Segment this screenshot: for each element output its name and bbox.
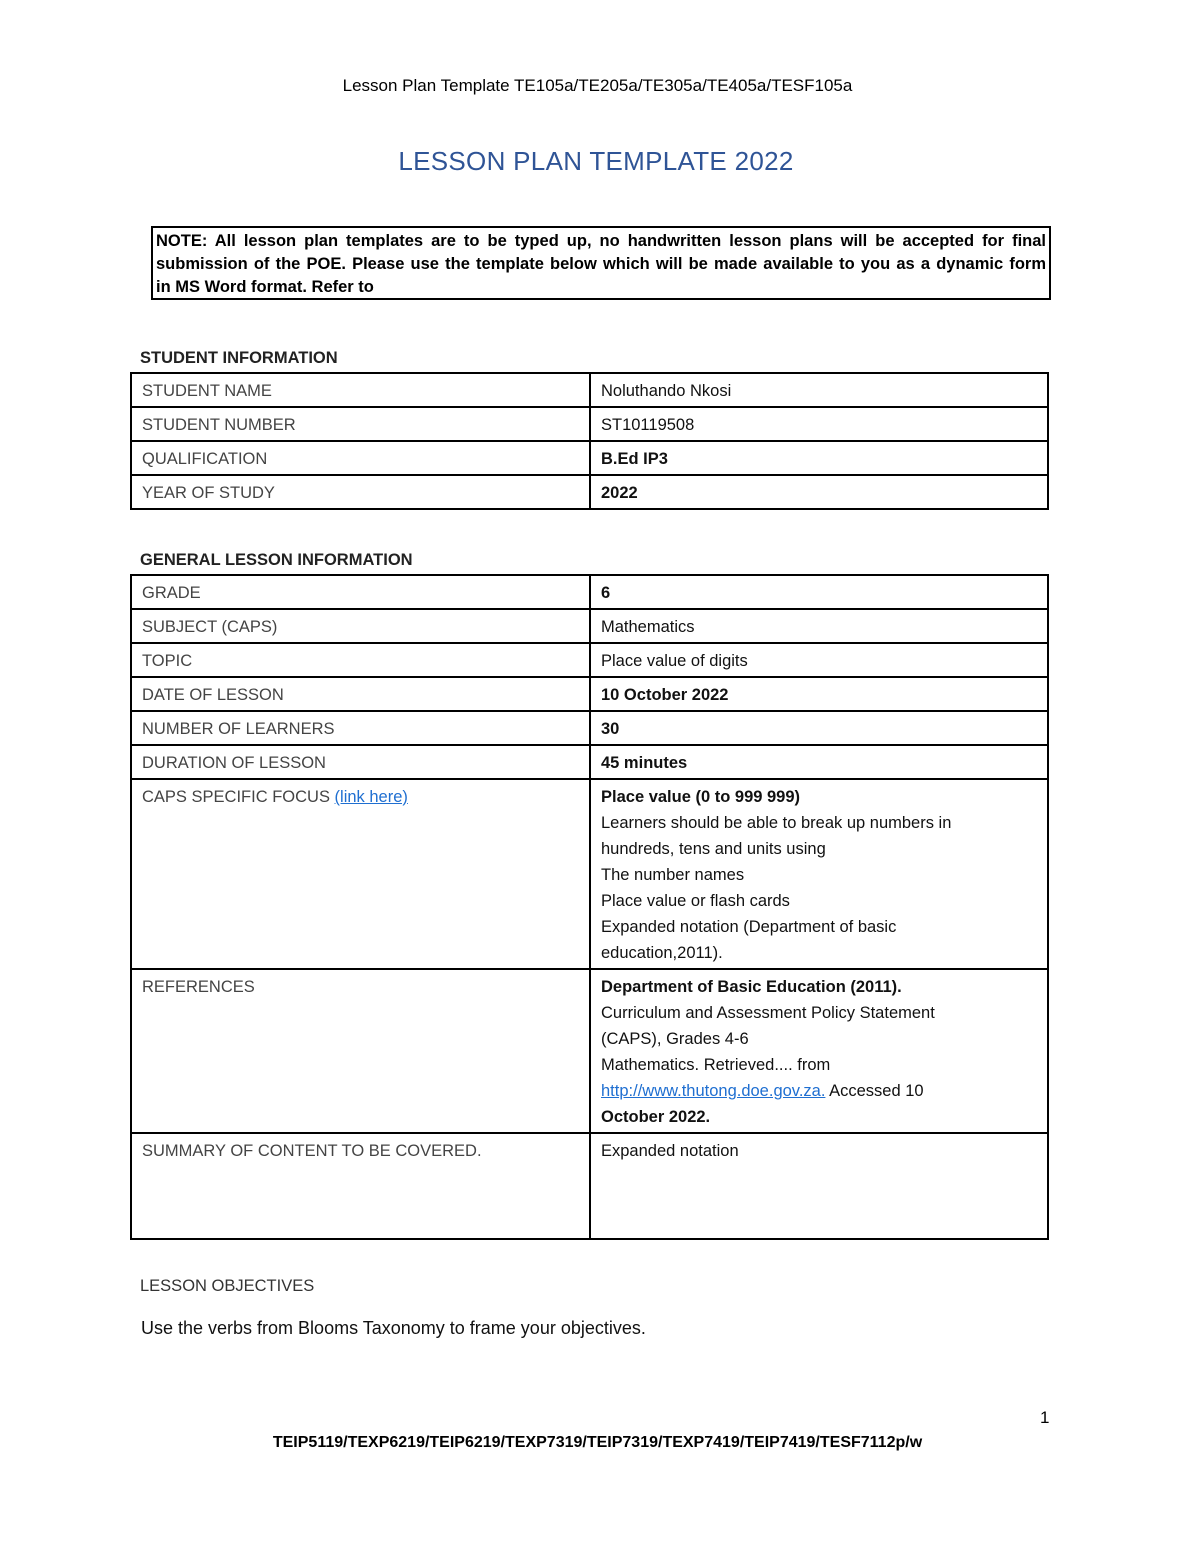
grade-value: 6 <box>590 575 1048 609</box>
caps-focus-line: The number names <box>601 866 745 884</box>
caps-focus-value <box>590 779 1048 969</box>
table-row <box>131 745 1048 779</box>
duration-label: DURATION OF LESSON <box>131 745 590 779</box>
table-row <box>131 575 1048 609</box>
page-number: 1 <box>1040 1408 1050 1427</box>
lesson-objectives-heading: LESSON OBJECTIVES <box>140 1277 315 1295</box>
caps-focus-label-cell <box>131 779 590 969</box>
table-row <box>131 475 1048 509</box>
year-of-study-label: YEAR OF STUDY <box>131 475 590 509</box>
lesson-objectives-text: Use the verbs from Blooms Taxonomy to frame your objectives. <box>141 1318 646 1338</box>
caps-focus-line: Expanded notation (Department of basic <box>601 918 897 936</box>
year-of-study-value: 2022 <box>590 475 1048 509</box>
note-line-1: NOTE: All lesson plan templates are to be typed up, no handwritten lesson plans will be accepted for final <box>156 232 1046 250</box>
student-info-heading: STUDENT INFORMATION <box>140 349 338 367</box>
general-info-table <box>130 574 1049 1240</box>
table-row <box>131 711 1048 745</box>
note-box <box>151 226 1051 300</box>
table-row <box>131 643 1048 677</box>
subject-value: Mathematics <box>590 609 1048 643</box>
qualification-value: B.Ed IP3 <box>590 441 1048 475</box>
table-row <box>131 373 1048 407</box>
topic-value: Place value of digits <box>590 643 1048 677</box>
table-row <box>131 969 1048 1133</box>
table-row <box>131 779 1048 969</box>
reference-line: Department of Basic Education (2011). <box>601 978 902 996</box>
number-of-learners-value: 30 <box>590 711 1048 745</box>
reference-url-line <box>601 1078 1037 1104</box>
summary-value: Expanded notation <box>590 1133 1048 1239</box>
caps-focus-line: hundreds, tens and units using <box>601 840 826 858</box>
duration-value: 45 minutes <box>590 745 1048 779</box>
table-row <box>131 677 1048 711</box>
caps-focus-line: education,2011). <box>601 944 723 962</box>
reference-line: Curriculum and Assessment Policy Statement <box>601 1004 935 1022</box>
document-title: LESSON PLAN TEMPLATE 2022 <box>398 146 794 176</box>
table-row <box>131 609 1048 643</box>
student-number-label: STUDENT NUMBER <box>131 407 590 441</box>
student-info-table <box>130 372 1049 510</box>
table-row <box>131 1133 1048 1239</box>
table-row <box>131 407 1048 441</box>
reference-line: (CAPS), Grades 4-6 <box>601 1030 749 1048</box>
student-number-value: ST10119508 <box>590 407 1048 441</box>
reference-line: October 2022. <box>601 1108 711 1126</box>
summary-label: SUMMARY OF CONTENT TO BE COVERED. <box>131 1133 590 1239</box>
grade-label: GRADE <box>131 575 590 609</box>
caps-focus-line: Place value (0 to 999 999) <box>601 788 801 806</box>
caps-focus-line: Place value or flash cards <box>601 892 790 910</box>
reference-url-link[interactable]: http://www.thutong.doe.gov.za. <box>601 1082 826 1100</box>
note-line-2: submission of the POE. Please use the template below which will be made available to you as a dynamic form <box>156 255 1046 273</box>
subject-label: SUBJECT (CAPS) <box>131 609 590 643</box>
qualification-label: QUALIFICATION <box>131 441 590 475</box>
references-label: REFERENCES <box>131 969 590 1133</box>
caps-focus-line: Learners should be able to break up numbers in <box>601 814 952 832</box>
caps-focus-label: CAPS SPECIFIC FOCUS <box>142 788 330 806</box>
page-header: Lesson Plan Template TE105a/TE205a/TE305a/TE405a/TESF105a <box>342 76 853 95</box>
topic-label: TOPIC <box>131 643 590 677</box>
page-footer: TEIP5119/TEXP6219/TEIP6219/TEXP7319/TEIP7319/TEXP7419/TEIP7419/TESF7112p/w <box>272 1434 923 1451</box>
table-row <box>131 441 1048 475</box>
caps-focus-link[interactable]: (link here) <box>334 788 408 806</box>
references-value <box>590 969 1048 1133</box>
date-of-lesson-label: DATE OF LESSON <box>131 677 590 711</box>
date-of-lesson-value: 10 October 2022 <box>590 677 1048 711</box>
number-of-learners-label: NUMBER OF LEARNERS <box>131 711 590 745</box>
student-name-value: Noluthando Nkosi <box>590 373 1048 407</box>
note-line-3: in MS Word format. Refer to <box>156 278 374 296</box>
general-info-heading: GENERAL LESSON INFORMATION <box>140 551 413 569</box>
reference-accessed-text: Accessed 10 <box>825 1082 924 1100</box>
student-name-label: STUDENT NAME <box>131 373 590 407</box>
reference-line: Mathematics. Retrieved.... from <box>601 1056 831 1074</box>
